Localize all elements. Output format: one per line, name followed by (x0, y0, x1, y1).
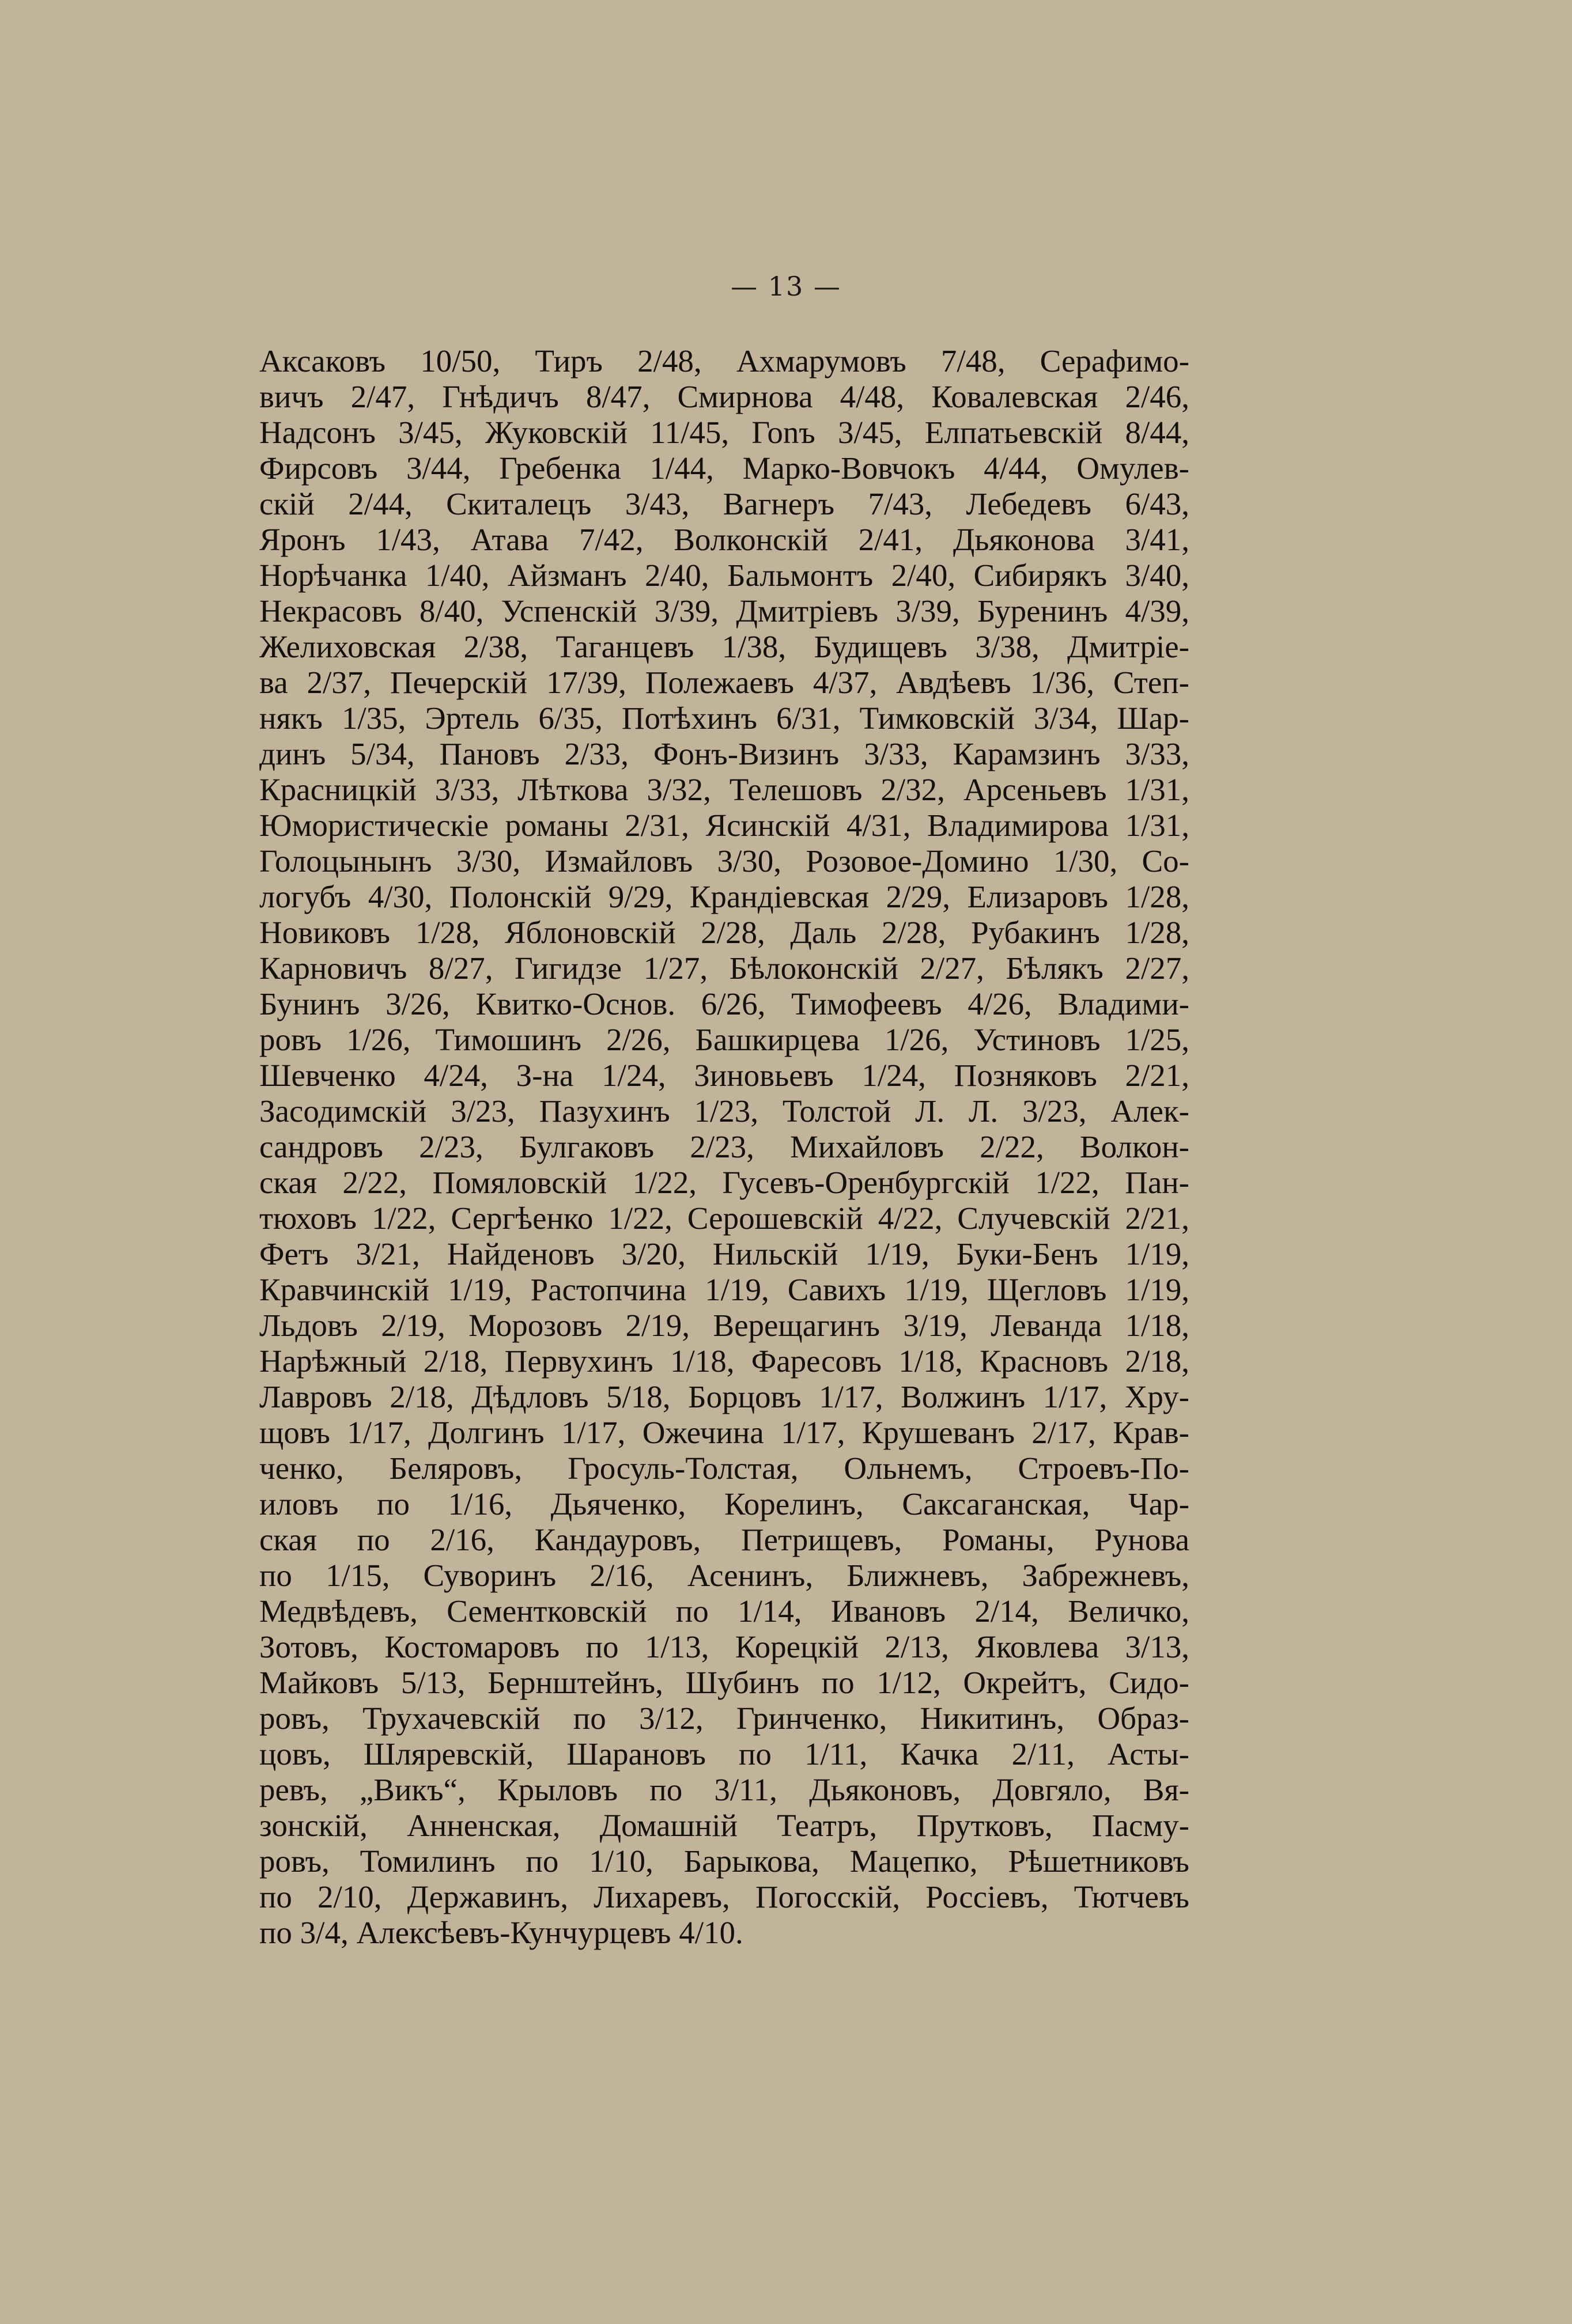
text-line: Фирсовъ 3/44, Гребенка 1/44, Марко-Вовчокъ 4/44, Омулев- (259, 451, 1189, 486)
text-line: Фетъ 3/21, Найденовъ 3/20, Нильскій 1/19, Буки-Бенъ 1/19, (259, 1236, 1189, 1271)
body-text (259, 343, 1189, 1951)
text-line: ревъ, „Викъ“, Крыловъ по 3/11, Дьяконовъ, Довгяло, Вя- (259, 1772, 1189, 1807)
text-line: логубъ 4/30, Полонскій 9/29, Крандіевская 2/29, Елизаровъ 1/28, (259, 879, 1189, 914)
text-line: Шевченко 4/24, З-на 1/24, Зиновьевъ 1/24, Позняковъ 2/21, (259, 1058, 1189, 1093)
text-line: Медвѣдевъ, Сементковскій по 1/14, Ивановъ 2/14, Величко, (259, 1594, 1189, 1629)
text-line: ровъ, Томилинъ по 1/10, Барыкова, Мацепко, Рѣшетниковъ (259, 1844, 1189, 1879)
page-number: — 13 — (731, 271, 841, 302)
text-line: по 1/15, Суворинъ 2/16, Асенинъ, Ближневъ, Забрежневъ, (259, 1558, 1189, 1593)
text-line: ская по 2/16, Кандауровъ, Петрищевъ, Романы, Рунова (259, 1522, 1189, 1557)
text-line: Майковъ 5/13, Бернштейнъ, Шубинъ по 1/12, Окрейтъ, Сидо- (259, 1665, 1189, 1700)
text-line: Юмористическіе романы 2/31, Ясинскій 4/31, Владимирова 1/31, (259, 808, 1189, 843)
text-line: зонскій, Анненская, Домашній Театръ, Прутковъ, Пасму- (259, 1808, 1189, 1843)
text-line: Аксаковъ 10/50, Тиръ 2/48, Ахмарумовъ 7/48, Серафимо- (259, 343, 1189, 378)
text-line: скій 2/44, Скиталецъ 3/43, Вагнеръ 7/43, Лебедевъ 6/43, (259, 486, 1189, 521)
text-line: Некрасовъ 8/40, Успенскій 3/39, Дмитріевъ 3/39, Буренинъ 4/39, (259, 593, 1189, 629)
text-line: Лавровъ 2/18, Дѣдловъ 5/18, Борцовъ 1/17, Волжинъ 1/17, Хру- (259, 1379, 1189, 1414)
text-line: по 3/4, Алексѣевъ-Кунчурцевъ 4/10. (259, 1915, 743, 1950)
text-line: Яронъ 1/43, Атава 7/42, Волконскій 2/41, Дьяконова 3/41, (259, 522, 1189, 557)
text-line: ровъ 1/26, Тимошинъ 2/26, Башкирцева 1/26, Устиновъ 1/25, (259, 1022, 1189, 1057)
text-line: Надсонъ 3/45, Жуковскій 11/45, Гоnъ 3/45, Елпатьевскій 8/44, (259, 415, 1189, 450)
text-line: иловъ по 1/16, Дьяченко, Корелинъ, Саксаганская, Чар- (259, 1486, 1189, 1521)
text-line: тюховъ 1/22, Сергѣенко 1/22, Серошевскій 4/22, Случевскій 2/21, (259, 1201, 1189, 1236)
text-line: Засодимскій 3/23, Пазухинъ 1/23, Толстой Л. Л. 3/23, Алек- (259, 1093, 1189, 1129)
text-line: Льдовъ 2/19, Морозовъ 2/19, Верещагинъ 3/19, Леванда 1/18, (259, 1308, 1189, 1343)
text-line: Зотовъ, Костомаровъ по 1/13, Корецкій 2/13, Яковлева 3/13, (259, 1629, 1189, 1664)
text-line: Желиховская 2/38, Таганцевъ 1/38, Будищевъ 3/38, Дмитріе- (259, 629, 1189, 664)
text-line: Карновичъ 8/27, Гигидзе 1/27, Бѣлоконскій 2/27, Бѣлякъ 2/27, (259, 951, 1189, 986)
text-line: ченко, Беляровъ, Гросуль-Толстая, Ольнемъ, Строевъ-По- (259, 1451, 1189, 1486)
text-line: Красницкій 3/33, Лѣткова 3/32, Телешовъ 2/32, Арсеньевъ 1/31, (259, 772, 1189, 807)
text-line: ровъ, Трухачевскій по 3/12, Гринченко, Никитинъ, Образ- (259, 1701, 1189, 1736)
text-line: Новиковъ 1/28, Яблоновскій 2/28, Даль 2/28, Рубакинъ 1/28, (259, 915, 1189, 950)
text-line: Кравчинскій 1/19, Растопчина 1/19, Савихъ 1/19, Щегловъ 1/19, (259, 1272, 1189, 1307)
text-line: Бунинъ 3/26, Квитко-Основ. 6/26, Тимофеевъ 4/26, Владими- (259, 986, 1189, 1021)
text-line: Нарѣжный 2/18, Первухинъ 1/18, Фаресовъ 1/18, Красновъ 2/18, (259, 1343, 1189, 1379)
text-line: вичъ 2/47, Гнѣдичъ 8/47, Смирнова 4/48, Ковалевская 2/46, (259, 379, 1189, 414)
text-line: цовъ, Шляревскій, Шарановъ по 1/11, Качка 2/11, Асты- (259, 1736, 1189, 1772)
text-line: ская 2/22, Помяловскій 1/22, Гусевъ-Оренбургскій 1/22, Пан- (259, 1165, 1189, 1200)
text-line: по 2/10, Державинъ, Лихаревъ, Погосскій, Россіевъ, Тютчевъ (259, 1879, 1189, 1914)
text-line: някъ 1/35, Эртель 6/35, Потѣхинъ 6/31, Тимковскій 3/34, Шар- (259, 701, 1189, 736)
text-line: Голоцынынъ 3/30, Измайловъ 3/30, Розовое-Домино 1/30, Со- (259, 843, 1189, 879)
text-line: сандровъ 2/23, Булгаковъ 2/23, Михайловъ 2/22, Волкон- (259, 1129, 1189, 1164)
text-line: Норѣчанка 1/40, Айзманъ 2/40, Бальмонтъ 2/40, Сибирякъ 3/40, (259, 558, 1189, 593)
text-line: динъ 5/34, Пановъ 2/33, Фонъ-Визинъ 3/33, Карамзинъ 3/33, (259, 736, 1189, 771)
text-line: ва 2/37, Печерскій 17/39, Полежаевъ 4/37, Авдѣевъ 1/36, Степ- (259, 665, 1189, 700)
text-line: щовъ 1/17, Долгинъ 1/17, Ожечина 1/17, Крушеванъ 2/17, Крав- (259, 1415, 1189, 1450)
